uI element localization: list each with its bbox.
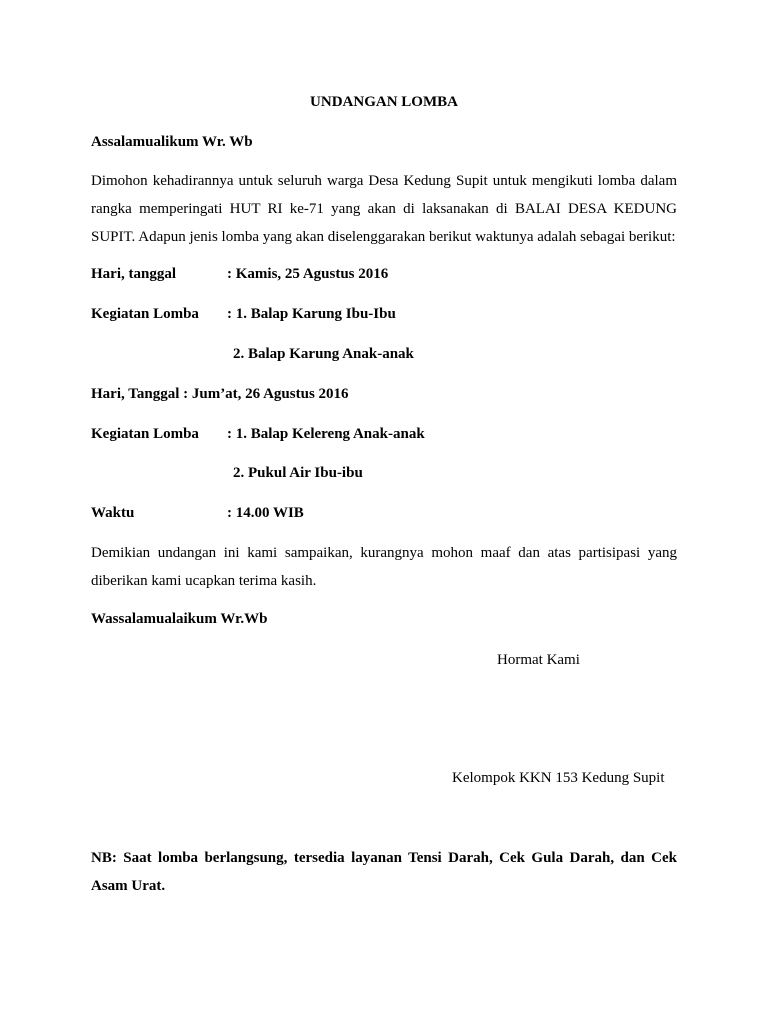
time-label: Waktu bbox=[91, 505, 135, 521]
signatory-name: Kelompok KKN 153 Kedung Supit bbox=[452, 770, 665, 786]
day1-activity-label: Kegiatan Lomba bbox=[91, 306, 199, 322]
note-paragraph: NB: Saat lomba berlangsung, tersedia layanan Tensi Darah, Cek Gula Darah, dan Cek Asam Urat. bbox=[91, 850, 677, 894]
day2-activity-2: 2. Pukul Air Ibu-ibu bbox=[233, 465, 363, 481]
closing-paragraph: Demikian undangan ini kami sampaikan, kurangnya mohon maaf dan atas partisipasi yang diberikan kami ucapkan terima kasih. bbox=[91, 545, 677, 589]
day1-date-label: Hari, tanggal bbox=[91, 266, 176, 282]
document-title: UNDANGAN LOMBA bbox=[310, 94, 458, 110]
day1-date-value: : Kamis, 25 Agustus 2016 bbox=[227, 266, 389, 282]
day1-activity-2: 2. Balap Karung Anak-anak bbox=[233, 346, 414, 362]
day2-date-line: Hari, Tanggal : Jum’at, 26 Agustus 2016 bbox=[91, 386, 349, 402]
farewell: Wassalamualaikum Wr.Wb bbox=[91, 611, 268, 627]
regards-text: Hormat Kami bbox=[497, 652, 580, 668]
day2-activity-1: : 1. Balap Kelereng Anak-anak bbox=[227, 426, 425, 442]
day2-activity-label: Kegiatan Lomba bbox=[91, 426, 199, 442]
time-value: : 14.00 WIB bbox=[227, 505, 304, 521]
day1-activity-1: : 1. Balap Karung Ibu-Ibu bbox=[227, 306, 396, 322]
greeting: Assalamualikum Wr. Wb bbox=[91, 134, 253, 150]
intro-paragraph: Dimohon kehadirannya untuk seluruh warga Desa Kedung Supit untuk mengikuti lomba dalam rangka memperingati HUT RI ke-71 yang akan di laksanakan di BALAI DESA KEDUNG SUPIT. Adapun jenis lomba yang akan diselenggarakan berikut waktunya adalah sebagai berikut: bbox=[91, 173, 677, 245]
